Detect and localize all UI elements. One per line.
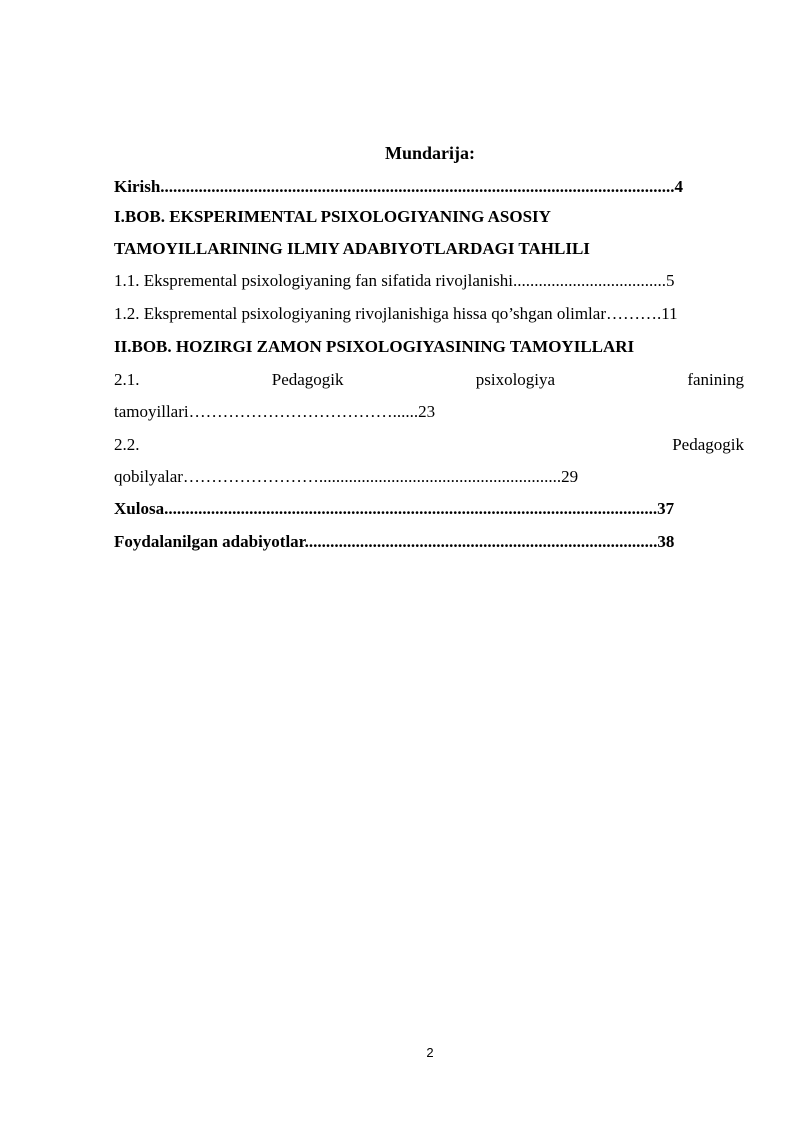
toc-section-1-2: 1.2. Ekspremental psixologiyaning rivojlanishiga hissa qo’shgan olimlar……….11 [114,304,678,323]
toc-section-2-1-line-2: tamoyillari………………………………......23 [114,402,436,421]
toc-entry-kirish: Kirish.........................................................................................................................4 [114,177,684,196]
toc-entry-foydalanilgan-adabiyotlar: Foydalanilgan adabiyotlar...................................................................................38 [114,532,675,551]
toc-section-2-1-word-2: psixologiya [475,370,556,389]
toc-section-1-1: 1.1. Ekspremental psixologiyaning fan sifatida rivojlanishi....................................5 [114,271,675,290]
toc-section-2-1-number: 2.1. [114,370,140,389]
page-number: 2 [426,1045,434,1060]
toc-chapter-1-line-2: TAMOYILLARINING ILMIY ADABIYOTLARDAGI TAHLILI [114,239,590,258]
toc-chapter-1-line-1: I.BOB. EKSPERIMENTAL PSIXOLOGIYANING ASOSIY [114,207,551,226]
toc-section-2-1-line-1 [114,369,744,391]
toc-section-2-2-number: 2.2. [114,435,140,454]
toc-section-2-1-word-1: Pedagogik [271,370,344,389]
toc-section-2-1-word-3: fanining [687,370,744,389]
toc-section-2-2-line-1 [114,434,744,456]
toc-entry-xulosa: Xulosa....................................................................................................................37 [114,499,675,518]
toc-title: Mundarija: [385,143,475,163]
toc-chapter-2: II.BOB. HOZIRGI ZAMON PSIXOLOGIYASINING TAMOYILLARI [114,337,635,356]
toc-section-2-2-line-2: qobilyalar…………………….........................................................29 [114,467,579,486]
toc-section-2-2-word-1: Pedagogik [672,435,744,454]
